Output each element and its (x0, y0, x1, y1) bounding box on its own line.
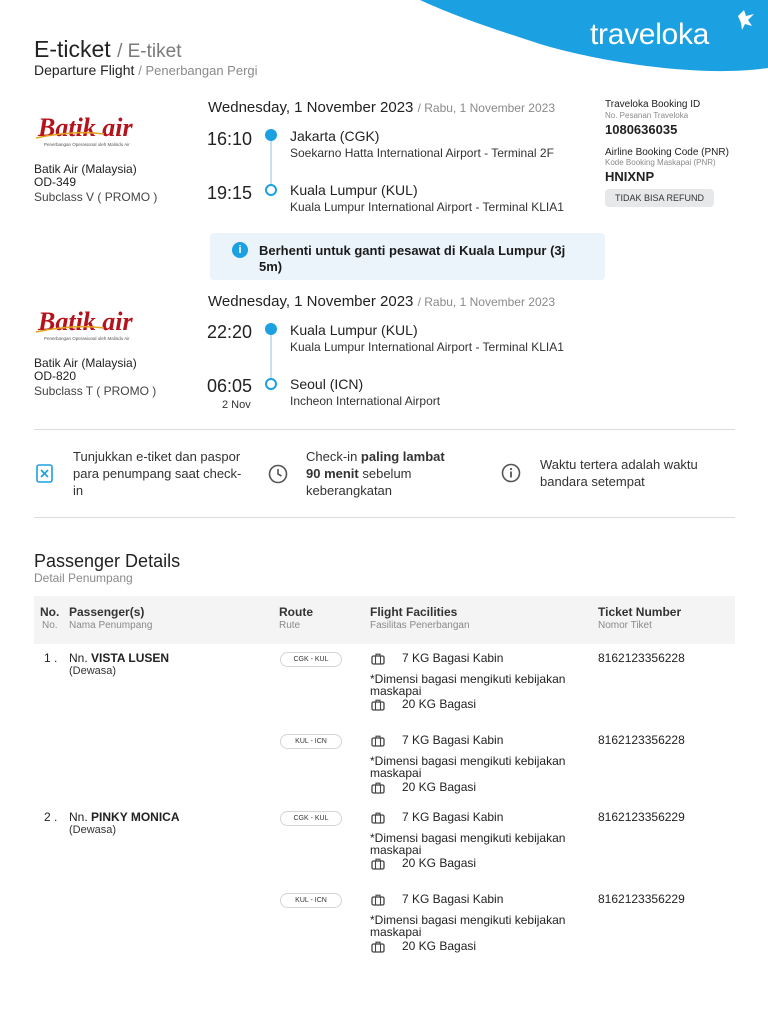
info-icon: i (232, 242, 248, 258)
baggage-note: *Dimensi bagasi mengikuti kebijakan maskapai (370, 913, 566, 939)
departure-airport: Kuala Lumpur International Airport - Terminal KLIA1 (290, 340, 564, 354)
flight-number: OD-820 (34, 369, 77, 383)
departure-city: Kuala Lumpur (KUL) (290, 322, 418, 338)
baggage-icon (371, 941, 385, 953)
airline-name: Batik Air (Malaysia) (34, 356, 137, 370)
ticket-number: 8162123356229 (598, 892, 685, 906)
arrival-airport: Kuala Lumpur International Airport - Terminal KLIA1 (290, 200, 564, 214)
date-en: Wednesday, 1 November 2023 (208, 293, 414, 310)
col-header-no: No. (40, 605, 60, 619)
pnr-sublabel: Kode Booking Maskapai (PNR) (605, 158, 716, 167)
note-local-time: Waktu tertera adalah waktu bandara setempat (540, 457, 698, 489)
ticket-passport-icon (36, 464, 53, 483)
passenger-type: (Dewasa) (69, 824, 117, 836)
arrival-airport: Incheon International Airport (290, 394, 441, 408)
cabin-baggage: 7 KG Bagasi Kabin (402, 733, 504, 747)
traveloka-logo: traveloka (590, 18, 710, 51)
note-show-ticket: Tunjukkan e-tiket dan paspor para penumpang saat check-in (73, 449, 242, 498)
checked-baggage: 20 KG Bagasi (402, 697, 477, 711)
arrival-time: 06:05 (207, 376, 253, 396)
airline-logo (34, 108, 164, 157)
cabin-bag-icon (371, 812, 385, 824)
flight-date (208, 99, 555, 116)
page-title (34, 36, 181, 63)
cabin-baggage: 7 KG Bagasi Kabin (402, 892, 504, 906)
cabin-baggage: 7 KG Bagasi Kabin (402, 810, 504, 824)
baggage-icon (371, 782, 385, 794)
checked-baggage: 20 KG Bagasi (402, 939, 477, 953)
page-subtitle (34, 62, 258, 78)
section-subtitle: Detail Penumpang (34, 571, 133, 585)
date-id: / Rabu, 1 November 2023 (417, 295, 555, 309)
arrival-city: Seoul (ICN) (290, 376, 364, 392)
route-badge: CGK - KUL (280, 652, 342, 667)
batik-air-logo-text: Batik air (38, 113, 133, 142)
arrival-dot-icon (265, 184, 277, 196)
date-id: / Rabu, 1 November 2023 (417, 101, 555, 115)
passenger-fullname: VISTA LUSEN (91, 651, 170, 665)
booking-id-value: 1080636035 (605, 122, 678, 137)
refund-badge: TIDAK BISA REFUND (605, 189, 714, 207)
route-badge: KUL - ICN (280, 893, 342, 908)
baggage-note: *Dimensi bagasi mengikuti kebijakan maskapai (370, 831, 566, 857)
departure-airport: Soekarno Hatta International Airport - Terminal 2F (290, 146, 554, 160)
pnr-value: HNIXNP (605, 169, 655, 184)
clock-icon (268, 464, 288, 484)
pnr-label: Airline Booking Code (PNR) (605, 147, 729, 158)
route-line (270, 335, 272, 378)
ticket-number: 8162123356229 (598, 810, 685, 824)
airline-logo (34, 302, 164, 351)
departure-time: 22:20 (207, 322, 253, 342)
baggage-note: *Dimensi bagasi mengikuti kebijakan maskapai (370, 754, 566, 780)
baggage-icon (371, 858, 385, 870)
note-checkin-bold: paling lambat (360, 449, 445, 464)
note-checkin-part: sebelum keberangkatan (306, 466, 412, 498)
passenger-title: Nn. (69, 651, 88, 665)
subtitle-en: Departure Flight (34, 62, 135, 78)
departure-city: Jakarta (CGK) (290, 128, 380, 144)
col-subheader-no: No. (42, 620, 58, 631)
passenger-type: (Dewasa) (69, 665, 117, 677)
route-line (270, 141, 272, 184)
divider (34, 429, 735, 430)
col-header-facilities: Flight Facilities (370, 605, 458, 619)
svg-text:Penerbangan Operasional oleh M: Penerbangan Operasional oleh Malindo Air (44, 142, 130, 147)
arrival-city: Kuala Lumpur (KUL) (290, 182, 418, 198)
arrival-next-day: 2 Nov (222, 399, 251, 411)
date-en: Wednesday, 1 November 2023 (208, 99, 414, 116)
baggage-note: *Dimensi bagasi mengikuti kebijakan maskapai (370, 672, 566, 698)
subclass: Subclass V ( PROMO ) (34, 190, 158, 204)
cabin-baggage: 7 KG Bagasi Kabin (402, 651, 504, 665)
batik-air-logo-text: Batik air (38, 307, 133, 336)
departure-dot-icon (265, 323, 277, 335)
note-checkin (306, 448, 476, 499)
svg-text:Penerbangan Operasional oleh M: Penerbangan Operasional oleh Malindo Air (44, 336, 130, 341)
route-badge: KUL - ICN (280, 734, 342, 749)
booking-id-label: Traveloka Booking ID (605, 99, 701, 110)
title-id: / E-tiket (117, 41, 182, 62)
title-en: E-ticket (34, 36, 111, 62)
col-subheader-route: Rute (279, 620, 301, 631)
arrival-dot-icon (265, 378, 277, 390)
checked-baggage: 20 KG Bagasi (402, 780, 477, 794)
cabin-bag-icon (371, 735, 385, 747)
transit-note: Berhenti untuk ganti pesawat di Kuala Lumpur (3j 5m) (259, 243, 566, 274)
subtitle-id: / Penerbangan Pergi (138, 63, 258, 78)
passenger-no: 1 . (44, 651, 58, 665)
arrival-time: 19:15 (207, 183, 253, 203)
divider (34, 517, 735, 518)
info-circle-icon (501, 463, 521, 483)
col-header-ticket: Ticket Number (598, 605, 682, 619)
col-subheader-facilities: Fasilitas Penerbangan (370, 620, 470, 631)
baggage-icon (371, 699, 385, 711)
col-header-passenger: Passenger(s) (69, 605, 145, 619)
ticket-number: 8162123356228 (598, 733, 685, 747)
passenger-name (69, 810, 179, 824)
note-checkin-part: Check-in (306, 449, 361, 464)
section-title: Passenger Details (34, 551, 181, 571)
checked-baggage: 20 KG Bagasi (402, 856, 477, 870)
passenger-title: Nn. (69, 810, 88, 824)
note-checkin-bold: 90 menit (306, 466, 359, 481)
departure-time: 16:10 (207, 129, 253, 149)
passenger-name (69, 651, 169, 665)
flight-date (208, 293, 555, 310)
departure-dot-icon (265, 129, 277, 141)
ticket-number: 8162123356228 (598, 651, 685, 665)
col-header-route: Route (279, 605, 313, 619)
airline-name: Batik Air (Malaysia) (34, 162, 137, 176)
route-badge: CGK - KUL (280, 811, 342, 826)
col-subheader-passenger: Nama Penumpang (69, 620, 153, 631)
booking-id-sublabel: No. Pesanan Traveloka (605, 111, 689, 120)
subclass: Subclass T ( PROMO ) (34, 384, 157, 398)
cabin-bag-icon (371, 653, 385, 665)
flight-number: OD-349 (34, 175, 77, 189)
passenger-fullname: PINKY MONICA (91, 810, 180, 824)
cabin-bag-icon (371, 894, 385, 906)
col-subheader-ticket: Nomor Tiket (598, 620, 652, 631)
passenger-no: 2 . (44, 810, 58, 824)
